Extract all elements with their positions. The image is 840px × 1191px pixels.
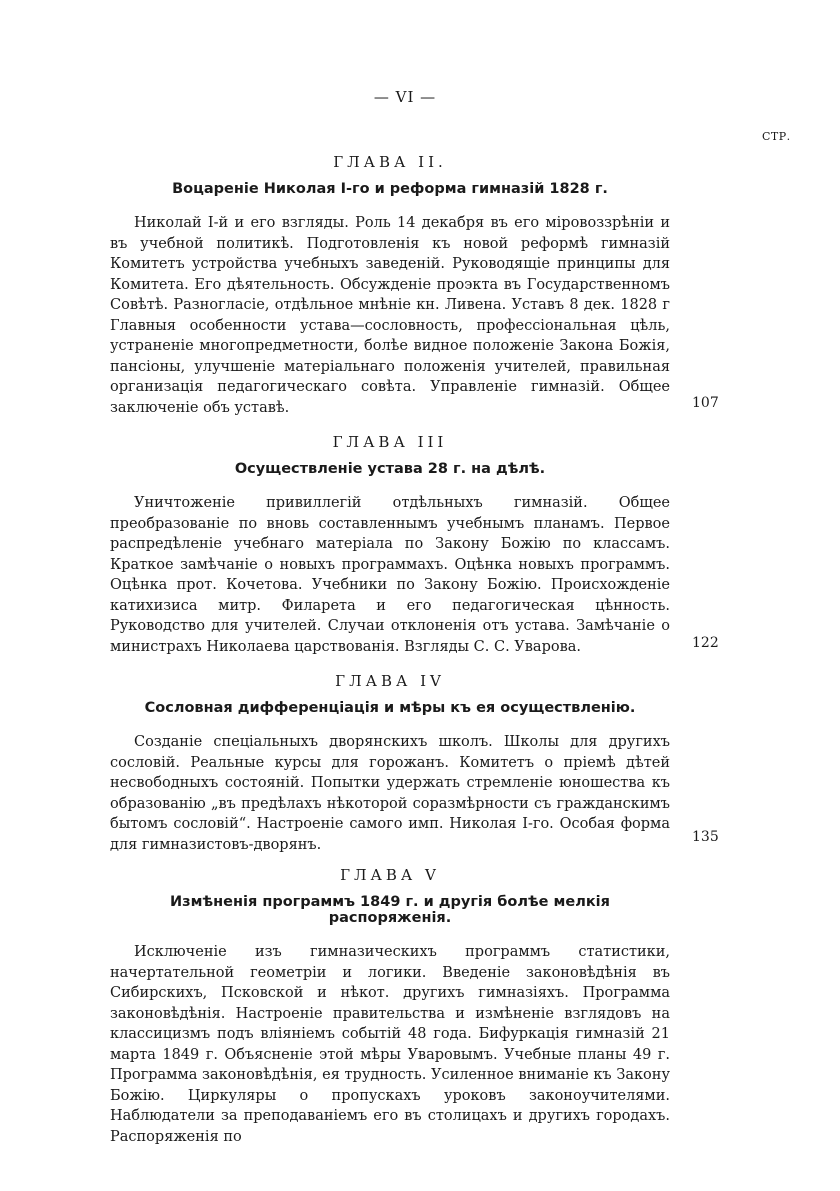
chapter-title: Измѣненія программъ 1849 г. и другія болѣе мелкія распоряженія. — [170, 894, 610, 926]
chapter-4 — [110, 672, 670, 855]
chapter-3 — [110, 433, 670, 657]
chapter-label: ГЛАВА III — [332, 433, 448, 451]
chapter-page-number: 135 — [692, 829, 719, 845]
chapter-title: Осуществленіе устава 28 г. на дѣлѣ. — [234, 461, 546, 477]
chapter-summary: Уничтоженіе привиллегій отдѣльныхъ гимназій. Общее преобразованіе по вновь составленнымъ учебнымъ планамъ. Первое распредѣленіе учебнаго матеріала по Закону Божію по классамъ. Краткое замѣчаніе о новыхъ программахъ. Оцѣнка новыхъ программъ. Оцѣнка прот. Кочетова. Учебники по Закону Божію. Происхожденіе катихизиса митр. Филарета и его педагогическая цѣнность. Руководство для учителей. Случаи отклоненія отъ устава. Замѣчаніе о министрахъ Николаева царствованія. Взгляды С. С. Уварова. — [110, 495, 670, 655]
chapter-label: ГЛАВА IV — [335, 672, 445, 690]
page-column-label: СТР. — [762, 130, 791, 143]
chapter-label: ГЛАВА V — [340, 866, 440, 884]
chapter-title: Воцареніе Николая I-го и реформа гимназій 1828 г. — [172, 181, 608, 197]
page-number: — VI — — [373, 88, 437, 106]
chapter-title: Сословная дифференціація и мѣры къ ея осуществленію. — [144, 700, 636, 716]
chapter-summary: Созданіе спеціальныхъ дворянскихъ школъ. Школы для другихъ сословій. Реальные курсы для горожанъ. Комитетъ о пріемѣ дѣтей несвободныхъ состояній. Попытки удержать стремленіе юношества къ образованію „въ предѣлахъ нѣкоторой соразмѣрности съ гражданскимъ бытомъ сословій“. Настроеніе самого имп. Николая I-го. Особая форма для гимназистовъ-дворянъ. — [110, 734, 670, 853]
chapter-label: ГЛАВА II. — [333, 153, 447, 171]
chapter-summary: Николай I-й и его взгляды. Роль 14 декабря въ его міровоззрѣніи и въ учебной политикѣ. Подготовленія къ новой реформѣ гимназій Комитетъ устройства учебныхъ заведеній. Руководящіе принципы для Комитета. Его дѣятельность. Обсужденіе проэкта въ Государственномъ Совѣтѣ. Разногласіе, отдѣльное мнѣніе кн. Ливена. Уставъ 8 дек. 1828 г Главныя особенности устава—сословность, профессіональная цѣль, устраненіе многопредметности, болѣе видное положеніе Закона Божія, пансіоны, улучшеніе матеріальнаго положенія учителей, правильная организація педагогическаго совѣта. Управленіе гимназій. Общее заключеніе объ уставѣ. — [110, 215, 670, 416]
chapter-5 — [110, 866, 670, 1147]
chapter-page-number: 107 — [692, 395, 719, 411]
chapter-summary: Исключеніе изъ гимназическихъ программъ статистики, начертательной геометріи и логики. Введеніе законовѣдѣнія въ Сибирскихъ, Псковской и нѣкот. другихъ гимназіяхъ. Программа законовѣдѣнія. Настроеніе правительства и измѣненіе взглядовъ на классицизмъ подъ вліяніемъ событій 48 года. Бифуркація гимназій 21 марта 1849 г. Объясненіе этой мѣры Уваровымъ. Учебные планы 49 г. Программа законовѣдѣнія, ея трудность. Усиленное вниманіе къ Закону Божію. Циркуляры о пропускахъ уроковъ законоучителями. Наблюдатели за преподаваніемъ его въ столицахъ и другихъ городахъ. Распоряженія по — [110, 944, 670, 1145]
chapter-page-number: 122 — [692, 635, 719, 651]
chapter-2 — [110, 153, 670, 418]
